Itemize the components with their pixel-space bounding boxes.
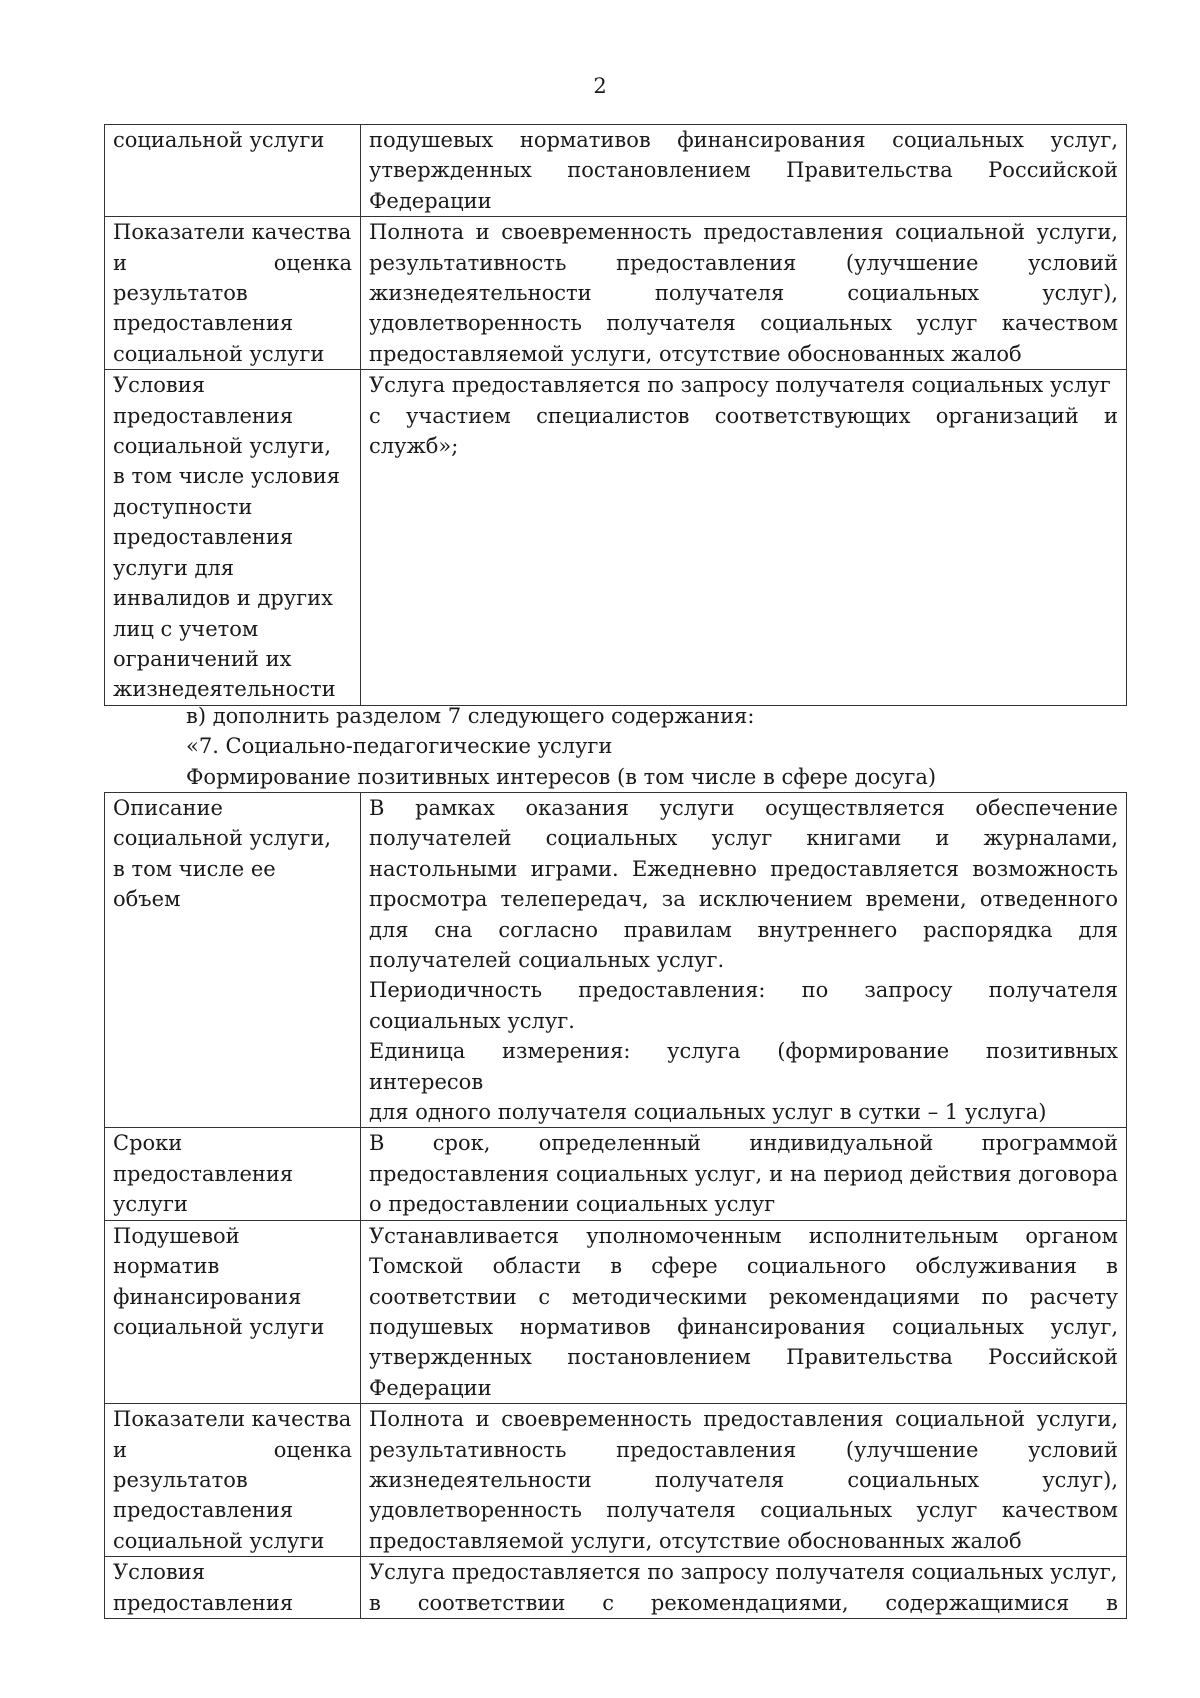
table-row <box>105 370 1127 705</box>
label-line: ограничений их <box>113 646 292 671</box>
content-line: просмотра телепередач, за исключением времени, отведенного <box>369 887 1118 912</box>
row-label <box>105 793 361 1128</box>
content-line: утвержденных постановлением Правительства Российской <box>369 1345 1118 1370</box>
content-line: Томской области в сфере социального обслуживания в <box>369 1254 1118 1279</box>
content-line: подушевых нормативов финансирования социальных услуг, <box>369 128 1118 152</box>
content-line: утвержденных постановлением Правительства Российской <box>369 158 1118 183</box>
page-number: 2 <box>593 74 607 98</box>
row-label <box>105 370 361 705</box>
content-line: Услуга предоставляется по запросу получателя социальных услуг, <box>369 1560 1118 1585</box>
content-line: Полнота и своевременность предоставления социальной услуги, <box>369 1407 1118 1432</box>
table-row <box>105 1557 1127 1619</box>
label-line: в том числе ее <box>113 856 276 881</box>
row-content <box>361 1557 1127 1619</box>
label-line: лиц с учетом <box>113 616 259 641</box>
label-line: Описание <box>113 796 223 820</box>
table-row <box>105 1128 1127 1220</box>
label-line: Условия <box>113 1560 205 1585</box>
content-line: В рамках оказания услуги осуществляется обеспечение <box>369 796 1118 820</box>
services-table-section-7 <box>104 792 1127 1619</box>
content-line: соответствии с методическими рекомендациями по расчету <box>369 1284 1118 1309</box>
row-label <box>105 1128 361 1220</box>
label-line: предоставления <box>113 311 294 336</box>
row-label <box>105 217 361 370</box>
content-line: предоставления социальных услуг, и на период действия договора <box>369 1161 1118 1186</box>
label-line: доступности <box>113 494 253 519</box>
label-line: Условия <box>113 373 205 398</box>
table-row <box>105 793 1127 1128</box>
service-title: Формирование позитивных интересов (в том числе в сфере досуга) <box>186 764 937 789</box>
label-line: социальной услуги, <box>113 826 331 851</box>
label-line: социальной услуги <box>113 128 325 152</box>
table-row <box>105 217 1127 370</box>
label-line: социальной услуги, <box>113 434 331 459</box>
label-line: услуги <box>113 1192 188 1217</box>
label-line: предоставления <box>113 1498 294 1523</box>
label-line: социальной услуги <box>113 341 325 366</box>
content-line: настольными играми. Ежедневно предоставляется возможность <box>369 856 1118 881</box>
row-content <box>361 1128 1127 1220</box>
label-line: результатов <box>113 281 248 306</box>
row-content <box>361 1220 1127 1403</box>
label-line: норматив <box>113 1254 220 1279</box>
section-intro <box>186 701 936 792</box>
content-line: предоставляемой услуги, отсутствие обоснованных жалоб <box>369 1528 1022 1553</box>
content-line: получателей социальных услуг. <box>369 948 725 973</box>
content-line: результативность предоставления (улучшение условий <box>369 1437 1118 1462</box>
label-line: и оценка <box>113 250 352 275</box>
label-line: жизнедеятельности <box>113 677 336 702</box>
row-content <box>361 793 1127 1128</box>
label-line: Сроки <box>113 1131 183 1156</box>
label-line: Показатели качества <box>113 1407 352 1432</box>
content-line: результативность предоставления (улучшение условий <box>369 250 1118 275</box>
row-content <box>361 1404 1127 1557</box>
label-line: финансирования <box>113 1284 302 1309</box>
label-line: социальной услуги <box>113 1528 325 1553</box>
row-content <box>361 370 1127 705</box>
row-label <box>105 1404 361 1557</box>
content-line: Полнота и своевременность предоставления социальной услуги, <box>369 220 1118 245</box>
row-content <box>361 217 1127 370</box>
content-line: В срок, определенный индивидуальной программой <box>369 1131 1118 1156</box>
amendment-line: в) дополнить разделом 7 следующего содержания: <box>186 704 755 728</box>
content-line: Устанавливается уполномоченным исполнительным органом <box>369 1223 1118 1248</box>
content-line: жизнедеятельности получателя социальных услуг), <box>369 281 1118 306</box>
row-label <box>105 1557 361 1619</box>
content-line: удовлетворенность получателя социальных услуг качеством <box>369 1498 1118 1523</box>
content-line: для одного получателя социальных услуг в сутки – 1 услуга) <box>369 1100 1047 1125</box>
label-line: социальной услуги <box>113 1314 325 1339</box>
content-line: удовлетворенность получателя социальных услуг качеством <box>369 311 1118 336</box>
content-line: Периодичность предоставления: по запросу получателя <box>369 978 1118 1003</box>
label-line: инвалидов и других <box>113 586 333 611</box>
table-row <box>105 1404 1127 1557</box>
table-row <box>105 1220 1127 1403</box>
content-line: Единица измерения: услуга (формирование позитивных интересов <box>369 1039 1118 1094</box>
label-line: в том числе условия <box>113 464 341 489</box>
label-line: предоставления <box>113 525 294 550</box>
row-label <box>105 125 361 217</box>
content-line: Федерации <box>369 188 492 213</box>
label-line: предоставления <box>113 403 294 428</box>
label-line: результатов <box>113 1467 248 1492</box>
content-line: служб»; <box>369 434 459 459</box>
content-line: предоставляемой услуги, отсутствие обоснованных жалоб <box>369 341 1022 366</box>
content-line: о предоставлении социальных услуг <box>369 1192 776 1217</box>
content-line: социальных услуг. <box>369 1008 575 1033</box>
content-line: Федерации <box>369 1375 492 1400</box>
row-content <box>361 125 1127 217</box>
content-line: в соответствии с рекомендациями, содержащимися в <box>369 1590 1118 1615</box>
content-line: жизнедеятельности получателя социальных услуг), <box>369 1467 1118 1492</box>
services-table-continued <box>104 124 1127 706</box>
label-line: предоставления <box>113 1590 294 1615</box>
content-line: с участием специалистов соответствующих организаций и <box>369 403 1118 428</box>
content-line: для сна согласно правилам внутреннего распорядка для <box>369 917 1118 942</box>
content-line: Услуга предоставляется по запросу получателя социальных услуг <box>369 373 1111 398</box>
content-line: подушевых нормативов финансирования социальных услуг, <box>369 1314 1118 1339</box>
table-row <box>105 125 1127 217</box>
label-line: объем <box>113 887 181 912</box>
label-line: Подушевой <box>113 1223 240 1248</box>
label-line: предоставления <box>113 1161 294 1186</box>
row-label <box>105 1220 361 1403</box>
label-line: и оценка <box>113 1437 352 1462</box>
content-line: получателей социальных услуг книгами и журналами, <box>369 826 1118 851</box>
label-line: Показатели качества <box>113 220 352 245</box>
label-line: услуги для <box>113 555 235 580</box>
section-heading: «7. Социально-педагогические услуги <box>186 734 613 759</box>
